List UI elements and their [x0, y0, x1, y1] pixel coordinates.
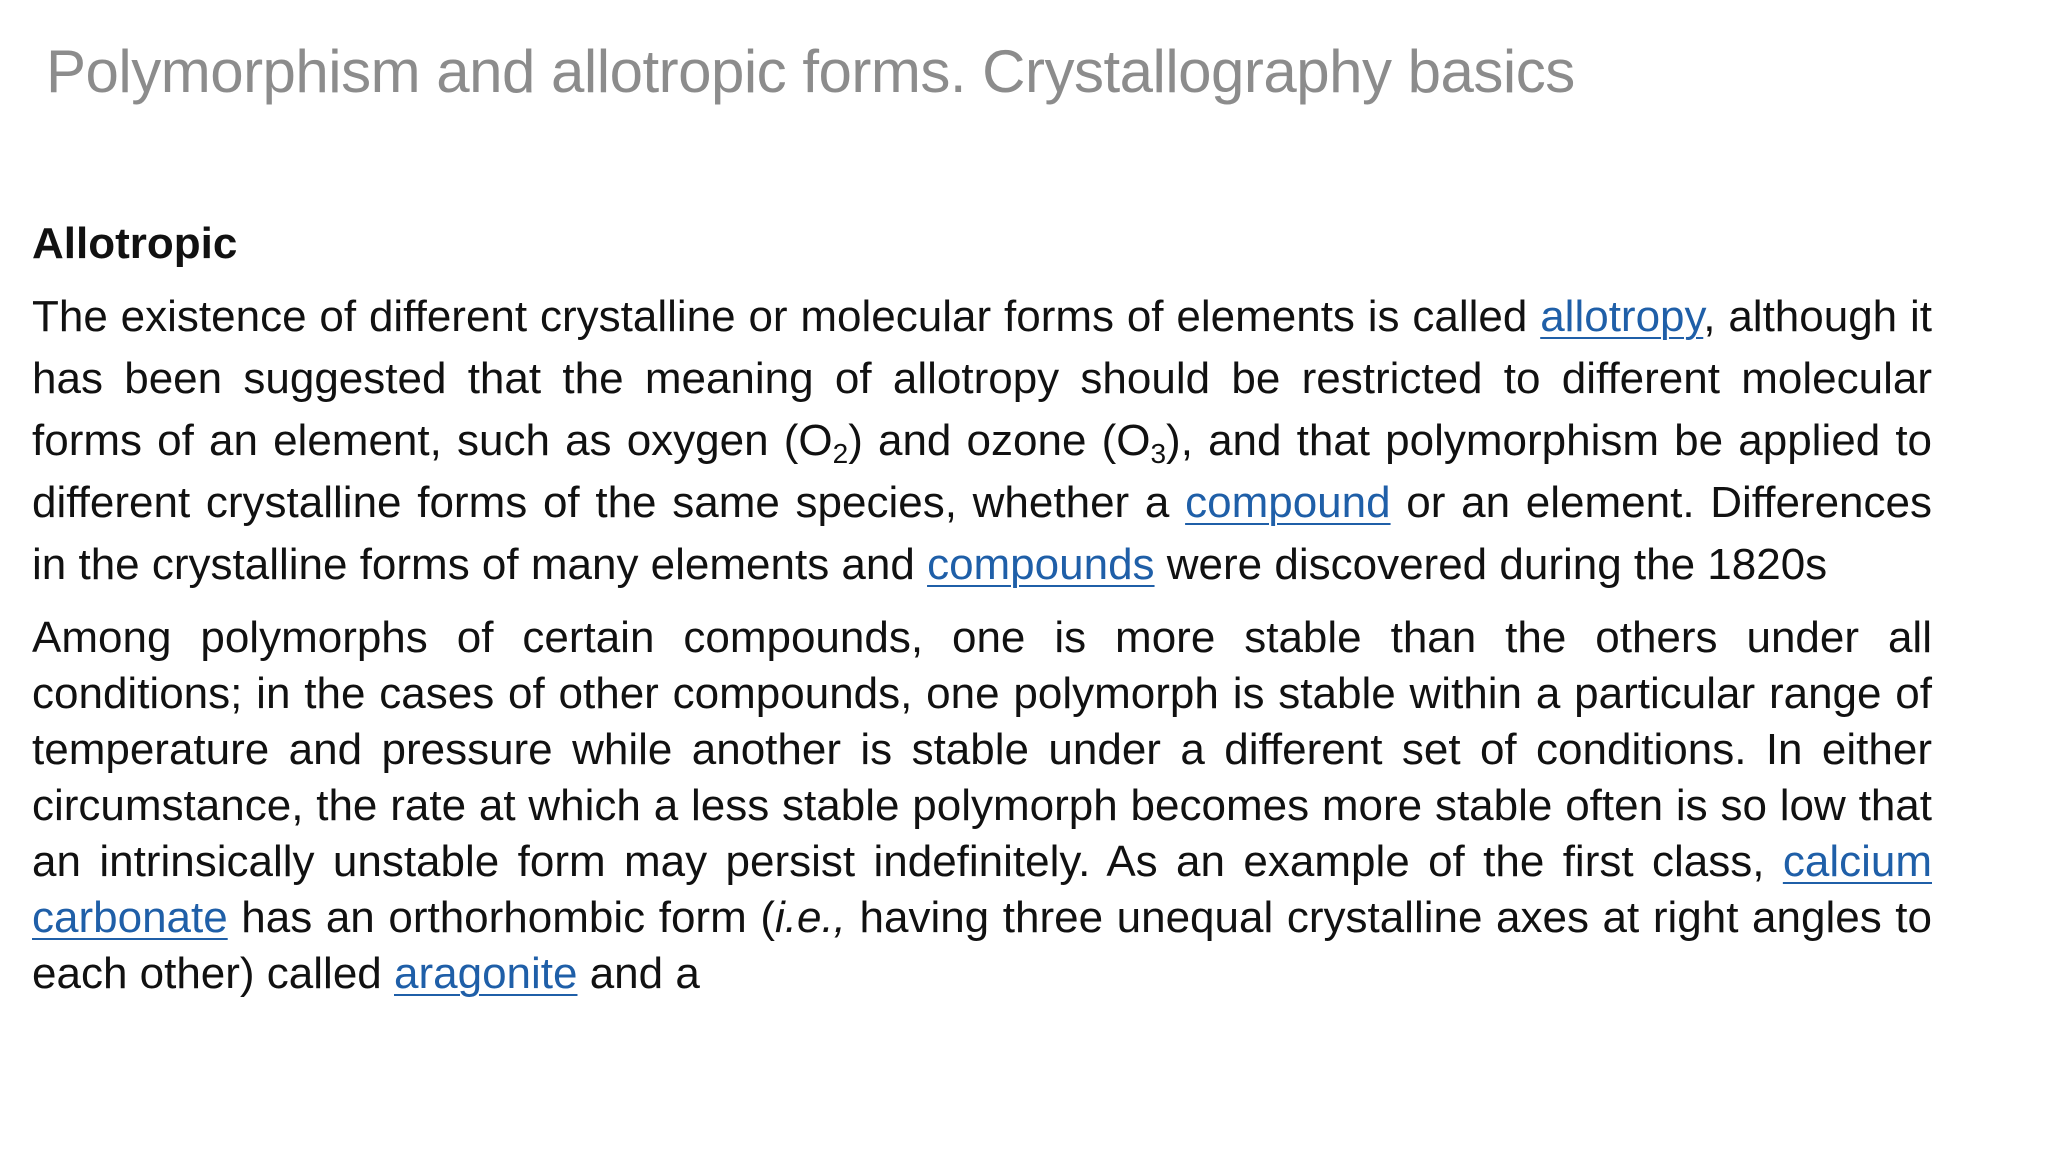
slide-title: Polymorphism and allotropic forms. Crystallography basics — [46, 38, 1575, 105]
text-run: , although it has been suggested that the meaning of allotropy should be restricted to different molecular forms of an element, such as oxygen (O — [32, 292, 1932, 465]
text-run: Among polymorphs of certain compounds, one is more stable than the others under all conditions; in the cases of other compounds, one polymorph is stable within a particular range of temperature and pressure while another is stable under a different set of conditions. In either circumstance, the rate at which a less stable polymorph becomes more stable often is so low that an intrinsically unstable form may persist indefinitely. As an example of the first class, — [32, 613, 1932, 886]
text-run: were discovered during the 1820s — [1154, 540, 1828, 589]
text-run: and a — [577, 949, 700, 998]
subscript-3: 3 — [1150, 438, 1167, 469]
paragraph-polymorphs — [32, 610, 1932, 1002]
slide-content — [32, 210, 1932, 1002]
paragraph-allotropy — [32, 286, 1932, 596]
text-run: The existence of different crystalline or molecular forms of elements is called — [32, 292, 1541, 341]
text-run: ), and that polymorphism be applied to different crystalline forms of the same species, whether a — [32, 416, 1933, 527]
allotropy-link[interactable]: allotropy — [1540, 292, 1704, 341]
aragonite-link[interactable]: aragonite — [394, 949, 578, 998]
ie-italic: i.e., — [774, 893, 846, 942]
text-run: having three unequal crystalline axes at right angles to each other) called — [32, 893, 1932, 998]
text-run: or an element. Differences in the crystalline forms of many elements and — [32, 478, 1932, 589]
compounds-link[interactable]: compounds — [927, 540, 1155, 589]
text-run: has an orthorhombic form ( — [227, 893, 775, 942]
subscript-2: 2 — [832, 438, 849, 469]
calcium-carbonate-link[interactable]: calcium carbonate — [32, 837, 1932, 942]
text-run: ) and ozone (O — [848, 416, 1151, 465]
section-heading: Allotropic — [32, 219, 238, 268]
compound-link[interactable]: compound — [1185, 478, 1391, 527]
